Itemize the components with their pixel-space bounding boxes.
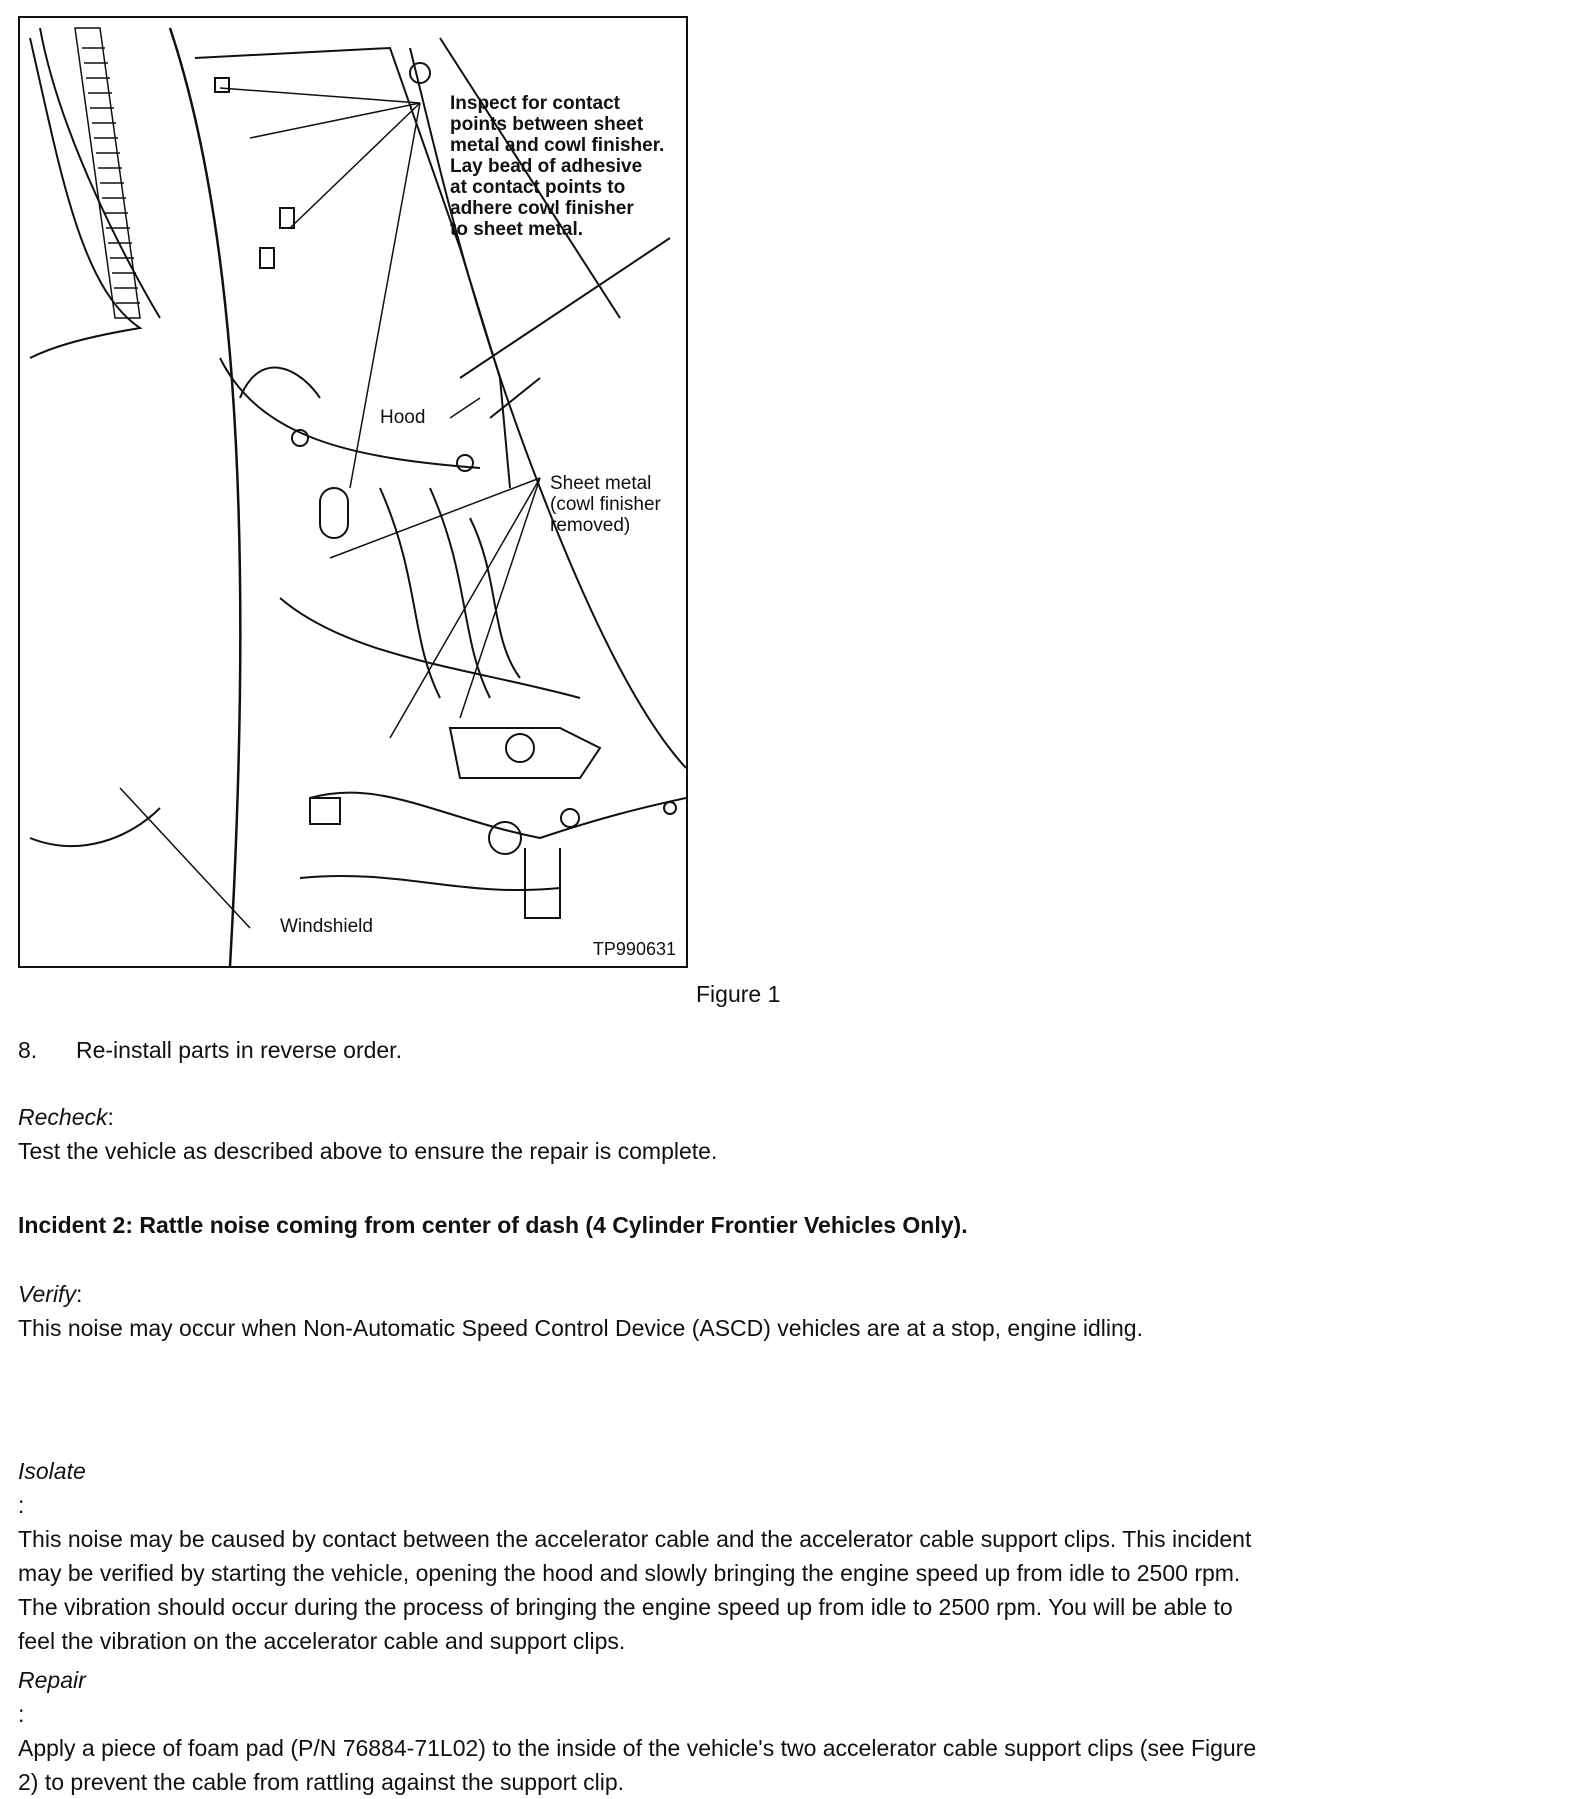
isolate-label: Isolate :: [18, 1454, 1251, 1522]
callout-inspect-line: Inspect for contact: [450, 93, 620, 114]
isolate-section: [18, 1454, 1251, 1658]
incident-heading: Incident 2: Rattle noise coming from center of dash (4 Cylinder Frontier Vehicles Only).: [18, 1212, 968, 1238]
step-text: Re-install parts in reverse order.: [76, 1037, 402, 1063]
verify-text: This noise may occur when Non-Automatic Speed Control Device (ASCD) vehicles are at a stop, engine idling.: [18, 1315, 1143, 1341]
figure-caption: Figure 1: [696, 981, 781, 1007]
figure-1: [18, 16, 688, 968]
repair-line: 2) to prevent the cable from rattling against the support clip.: [18, 1769, 624, 1795]
step-item: [18, 1033, 402, 1067]
isolate-line: The vibration should occur during the process of bringing the engine speed up from idle to 2500 rpm. You will be able to: [18, 1594, 1233, 1620]
step-number: 8.: [18, 1037, 38, 1063]
callout-inspect-line: metal and cowl finisher.: [450, 135, 665, 156]
callout-inspect: [450, 93, 664, 240]
isolate-line: This noise may be caused by contact between the accelerator cable and the accelerator cable support clips. This incident: [18, 1526, 1252, 1552]
windshield-vent-grille: [75, 28, 140, 318]
callout-hood: [380, 407, 425, 428]
recheck-label: Recheck:: [18, 1104, 114, 1130]
repair-label: Repair :: [18, 1663, 1256, 1731]
repair-section: [18, 1663, 1256, 1799]
callout-inspect-line: points between sheet: [450, 114, 644, 135]
repair-line: Apply a piece of foam pad (P/N 76884-71L02) to the inside of the vehicle's two accelerator cable support clips (see Figure: [18, 1735, 1257, 1761]
verify-label: Verify:: [18, 1281, 83, 1307]
callout-inspect-line: at contact points to: [450, 177, 626, 198]
callout-inspect-line: to sheet metal.: [450, 219, 584, 240]
callout-sheet-metal-line: Sheet metal: [550, 473, 652, 494]
recheck-text: Test the vehicle as described above to ensure the repair is complete.: [18, 1138, 718, 1164]
recheck-section: [18, 1100, 717, 1168]
callout-sheet-metal: [550, 473, 661, 536]
callout-inspect-line: adhere cowl finisher: [450, 198, 634, 219]
isolate-line: feel the vibration on the accelerator cable and support clips.: [18, 1628, 626, 1654]
repair-label-text: Repair: [18, 1667, 86, 1693]
isolate-label-text: Isolate: [18, 1458, 86, 1484]
verify-label-text: Verify: [18, 1281, 76, 1307]
callout-windshield: [280, 916, 373, 937]
figure-code: TP990631: [592, 939, 676, 959]
callout-sheet-metal-line: removed): [550, 515, 631, 536]
verify-section: [18, 1277, 1143, 1345]
recheck-label-text: Recheck: [18, 1104, 108, 1130]
callout-sheet-metal-line: (cowl finisher: [550, 494, 661, 515]
callout-windshield-text: Windshield: [280, 916, 373, 937]
isolate-line: may be verified by starting the vehicle, opening the hood and slowly bringing the engine speed up from idle to 2500 rpm.: [18, 1560, 1241, 1586]
callout-inspect-line: Lay bead of adhesive: [450, 156, 643, 177]
callout-hood-text: Hood: [380, 407, 426, 428]
